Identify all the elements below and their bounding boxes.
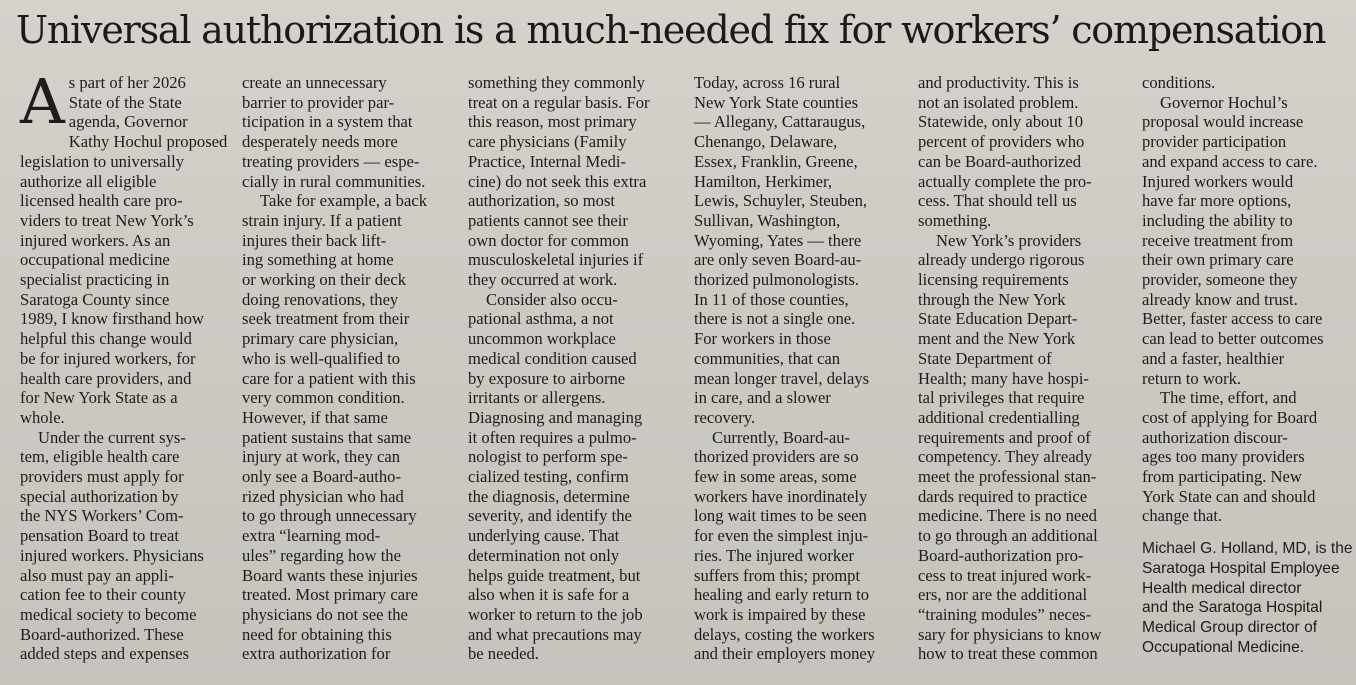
text-line: mean longer travel, delays [694,368,870,388]
text-line: change that. [1142,506,1223,526]
text-line: competency. They already [918,447,1093,467]
text-line: added steps and expenses [20,644,190,664]
text-line: and productivity. This is [918,73,1079,92]
text-line: New York State counties [694,92,859,112]
text-line: Statewide, only about 10 [918,112,1083,132]
text-line: be needed. [468,644,539,664]
text-line: Governor Hochul’s [1160,92,1288,112]
text-line: viders to treat New York’s [20,210,194,230]
text-line: healing and early return to [694,585,870,605]
text-line: own doctor for common [468,230,629,250]
text-line: work is impaired by these [694,604,866,624]
text-line: the NYS Workers’ Com- [20,506,184,526]
text-line: something. [918,210,992,230]
text-line: cost of applying for Board [1142,407,1318,427]
text-line: State Education Depart- [918,309,1078,329]
text-line: medical condition caused [468,348,637,368]
text-line: injury at work, they can [242,447,401,467]
text-line: medicine. There is no need [918,506,1097,526]
text-line: they occurred at work. [468,270,618,290]
text-line: and their employers money [694,644,876,664]
text-line: can be Board-authorized [918,151,1082,171]
text-line: “training modules” neces- [918,604,1092,624]
paragraph [694,428,875,664]
text-line: York State can and should [1142,486,1316,506]
headline: Universal authorization is a much-needed fix for workers’ compensation [16,8,1326,52]
text-line: how to treat these common [918,644,1098,664]
text-line: Hamilton, Herkimer, [694,171,833,191]
text-line: also must pay an appli- [20,565,174,585]
text-line: conditions. [1142,73,1216,92]
byline-line: Health medical director [1142,579,1302,597]
text-line: Better, faster access to care [1142,309,1323,329]
text-line: Essex, Franklin, Greene, [694,151,858,171]
text-line: thorized providers are so [694,447,859,467]
text-line: additional credentialling [918,407,1080,427]
text-line: there is not a single one. [694,309,856,329]
byline-line: Medical Group director of [1142,618,1318,636]
text-line: ries. The injured worker [694,545,855,565]
text-line: health care providers, and [20,368,192,388]
text-line: care physicians (Family [468,132,627,152]
byline-line: Saratoga Hospital Employee [1142,559,1340,577]
text-line: medical society to become [20,604,197,624]
text-line: special authorization by [20,486,179,506]
paragraph [242,191,427,664]
text-line: ages too many providers [1142,447,1305,467]
text-line: need for obtaining this [242,624,392,644]
text-line: workers have inordinately [694,486,868,506]
byline-line: Occupational Medicine. [1142,638,1305,656]
paragraph [468,290,650,664]
text-line: return to work. [1142,368,1242,388]
text-line: proposal would increase [1142,112,1304,132]
text-line: Injured workers would [1142,171,1294,191]
text-line: only see a Board-autho- [242,467,401,487]
text-line: helpful this change would [20,329,192,349]
text-line: rized physician who had [242,486,404,506]
text-line: physicians do not see the [242,604,408,624]
paragraph [694,73,875,428]
text-line: suffers from this; prompt [694,565,861,585]
text-line: authorize all eligible [20,171,157,191]
text-line: For workers in those [694,329,831,349]
byline-line: Michael G. Holland, MD, is the [1142,540,1353,558]
column-5 [918,73,1101,664]
text-line: cially in rural communities. [242,171,426,191]
text-line: ment and the New York [918,329,1076,349]
text-line: worker to return to the job [468,604,643,624]
text-line: provider, someone they [1142,270,1298,290]
text-line: for New York State as a [20,388,178,408]
text-line: tem, eligible health care [20,447,180,467]
text-line: delays, costing the workers [694,624,875,644]
text-line: Under the current sys- [38,427,186,447]
text-line: to go through unnecessary [242,506,417,526]
text-line: cialized testing, confirm [468,467,629,487]
text-line: the diagnosis, determine [468,486,630,506]
text-line: sary for physicians to know [918,624,1102,644]
text-line: Lewis, Schuyler, Steuben, [694,191,868,211]
text-line: Board-authorization pro- [918,545,1084,565]
text-line: cine) do not seek this extra [468,171,647,191]
byline-line: and the Saratoga Hospital [1142,599,1323,617]
text-line: it often requires a pulmo- [468,427,637,447]
text-line: — Allegany, Cattaraugus, [694,112,866,132]
text-line: ules” regarding how the [242,545,401,565]
text-line: Board wants these injuries [242,565,418,585]
text-line: tal privileges that require [918,388,1085,408]
text-line: cess to treat injured work- [918,565,1092,585]
text-line: actually complete the pro- [918,171,1092,191]
text-line: create an unnecessary [242,73,387,92]
text-line: this reason, most primary [468,112,637,132]
paragraph [918,231,1101,664]
text-line: in care, and a slower [694,388,831,408]
text-line: severity, and identify the [468,506,632,526]
text-line: dards required to practice [918,486,1088,506]
text-line: barrier to provider par- [242,92,395,112]
text-line: also when it is safe for a [468,585,630,605]
text-line: treating providers — espe- [242,151,420,171]
text-line: and a faster, healthier [1142,348,1285,368]
paragraph [242,73,427,191]
text-line: authorization, so most [468,191,616,211]
paragraph [468,73,650,290]
text-line: Kathy Hochul proposed [68,132,228,152]
paragraph [1142,93,1353,389]
text-line: ing something at home [242,250,394,270]
text-line: helps guide treatment, but [468,565,641,585]
text-line: occupational medicine [20,250,170,270]
text-line: and expand access to care. [1142,151,1318,171]
text-line: determination not only [468,545,620,565]
text-line: patient sustains that same [242,427,412,447]
text-line: extra authorization for [242,644,391,664]
paragraph [1142,73,1353,93]
paragraph [20,65,228,428]
text-line: agenda, Governor [68,112,188,132]
text-line: pational asthma, a not [468,309,614,329]
text-line: treat on a regular basis. For [468,92,650,112]
text-line: irritants or allergens. [468,388,606,408]
text-line: primary care physician, [242,329,399,349]
text-line: requirements and proof of [918,427,1091,447]
text-line: can lead to better outcomes [1142,329,1324,349]
text-line: s part of her 2026 [68,73,186,92]
drop-cap: A [20,65,65,138]
column-1 [20,65,228,664]
text-line: and what precautions may [468,624,642,644]
text-line: State Department of [918,348,1052,368]
text-line: authorization discour- [1142,427,1288,447]
author-byline [1142,539,1353,657]
text-line: very common condition. [242,388,405,408]
text-line: Wyoming, Yates — there [694,230,862,250]
text-line: already know and trust. [1142,289,1298,309]
text-line: Take for example, a back [260,191,427,211]
text-line: extra “learning mod- [242,526,381,546]
text-line: strain injury. If a patient [242,210,402,230]
paragraph [1142,388,1353,526]
text-line: their own primary care [1142,250,1294,270]
text-line: seek treatment from their [242,309,410,329]
text-line: 1989, I know firsthand how [20,309,204,329]
text-line: whole. [20,407,65,427]
text-line: Today, across 16 rural [694,73,841,92]
column-2 [242,73,427,664]
text-line: Chenango, Delaware, [694,132,838,152]
text-line: legislation to universally [20,151,185,171]
text-line: care for a patient with this [242,368,416,388]
text-line: Health; many have hospi- [918,368,1089,388]
text-line: The time, effort, and [1160,388,1297,408]
column-6 [1142,73,1353,657]
text-line: desperately needs more [242,132,398,152]
text-line: specialist practicing in [20,270,170,290]
text-line: licensing requirements [918,270,1069,290]
text-line: In 11 of those counties, [694,289,849,309]
text-line: doing renovations, they [242,289,399,309]
text-line: pensation Board to treat [20,526,179,546]
text-line: Saratoga County since [20,289,170,309]
text-line: for even the simplest inju- [694,526,869,546]
column-3 [468,73,650,664]
text-line: have far more options, [1142,191,1292,211]
text-line: provider participation [1142,132,1287,152]
text-line: from participating. New [1142,467,1302,487]
text-line: However, if that same [242,407,388,427]
text-line: licensed health care pro- [20,191,183,211]
paragraph [20,428,204,664]
text-line: who is well-qualified to [242,348,401,368]
paragraph [918,73,1101,231]
text-line: already undergo rigorous [918,250,1085,270]
text-line: ticipation in a system that [242,112,413,132]
text-line: or working on their deck [242,270,407,290]
text-line: injured workers. As an [20,230,171,250]
text-line: Practice, Internal Medi- [468,151,627,171]
text-line: meet the professional stan- [918,467,1097,487]
text-line: to go through an additional [918,526,1098,546]
text-line: State of the State [68,92,182,112]
text-line: New York’s providers [936,230,1082,250]
text-line: musculoskeletal injuries if [468,250,644,270]
text-line: patients cannot see their [468,210,628,230]
text-line: few in some areas, some [694,467,857,487]
text-line: including the ability to [1142,210,1293,230]
text-line: Board-authorized. These [20,624,184,644]
text-line: treated. Most primary care [242,585,419,605]
text-line: through the New York [918,289,1066,309]
text-line: recovery. [694,407,756,427]
text-line: communities, that can [694,348,841,368]
text-line: not an isolated problem. [918,92,1079,112]
text-line: long wait times to be seen [694,506,867,526]
text-line: Sullivan, Washington, [694,210,841,230]
text-line: underlying cause. That [468,526,620,546]
text-line: nologist to perform spe- [468,447,628,467]
text-line: are only seven Board-au- [694,250,862,270]
text-line: something they commonly [468,73,645,92]
text-line: ers, nor are the additional [918,585,1088,605]
text-line: uncommon workplace [468,329,616,349]
text-line: receive treatment from [1142,230,1294,250]
text-line: Currently, Board-au- [712,427,851,447]
text-line: cess. That should tell us [918,191,1077,211]
text-line: thorized pulmonologists. [694,270,860,290]
text-line: injured workers. Physicians [20,545,204,565]
column-4 [694,73,875,664]
text-line: providers must apply for [20,467,184,487]
text-line: percent of providers who [918,132,1085,152]
text-line: Consider also occu- [486,289,618,309]
text-line: be for injured workers, for [20,348,196,368]
text-line: by exposure to airborne [468,368,626,388]
text-line: cation fee to their county [20,585,186,605]
text-line: injures their back lift- [242,230,387,250]
text-line: Diagnosing and managing [468,407,643,427]
